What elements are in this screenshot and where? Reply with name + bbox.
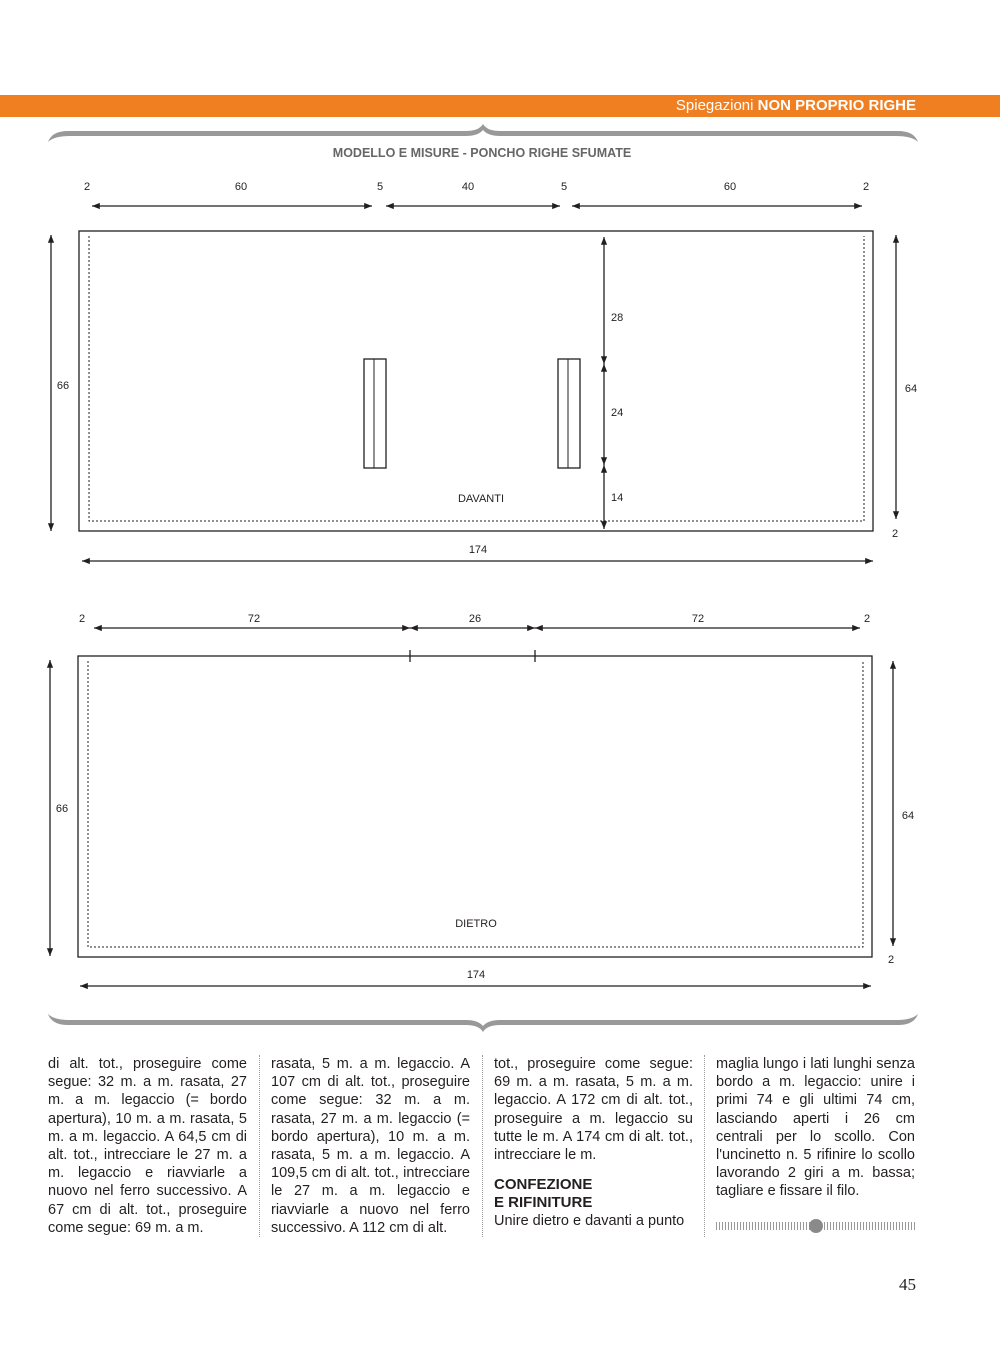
front-label: DAVANTI xyxy=(457,493,505,505)
heading-line-2: E RIFINITURE xyxy=(494,1194,593,1212)
front-opening-right xyxy=(558,359,580,468)
front-opening-measure-1: 28 xyxy=(611,312,624,324)
instructions-paragraph: di alt. tot., proseguire come segue: 32 m. a m. rasata, 27 m. a m. legaccio (= bordo apertura), 10 m. a m. rasata, 5 m. a m. legaccio. A 64,5 cm di alt. tot., intrecciare le 27 m. a m. legaccio e riavviarle a nuovo nel ferro successivo. A 67 cm di alt. tot., proseguire come segue: 69 m. a m. xyxy=(48,1056,247,1236)
instructions-paragraph: rasata, 5 m. a m. legaccio. A 107 cm di alt. tot., proseguire come segue: 32 m. a m. rasata, 27 m. a m. legaccio (= bordo apertura), 10 m. a m. rasata, 5 m. a m. legaccio. A 109,5 cm di alt. tot., intrecciare le 27 m. a m. legaccio e riavviarle a nuovo nel ferro successivo. A 112 cm di alt. xyxy=(271,1056,470,1236)
heading-line-1: CONFEZIONE xyxy=(494,1176,593,1194)
back-height-left: 66 xyxy=(55,803,69,815)
front-border-measure: 2 xyxy=(891,528,899,540)
front-top-measure-1: 2 xyxy=(83,181,91,193)
front-top-measure-4: 40 xyxy=(461,181,475,193)
text-column-4 xyxy=(716,1055,915,1201)
ornament-dot xyxy=(809,1219,823,1233)
front-height-right: 64 xyxy=(904,383,918,395)
front-top-measure-5: 5 xyxy=(560,181,568,193)
front-panel xyxy=(51,181,917,561)
back-top-measure-2: 72 xyxy=(247,613,261,625)
back-width: 174 xyxy=(466,969,486,981)
front-top-measure-6: 60 xyxy=(723,181,737,193)
front-opening-measure-3: 14 xyxy=(611,492,624,504)
front-top-measure-2: 60 xyxy=(234,181,248,193)
back-outline xyxy=(78,656,872,957)
column-divider xyxy=(704,1055,706,1237)
front-border-dashed xyxy=(89,236,864,521)
back-panel xyxy=(50,613,914,986)
front-top-measure-7: 2 xyxy=(862,181,870,193)
bottom-brace xyxy=(48,1014,918,1032)
back-top-measure-3: 26 xyxy=(468,613,482,625)
instructions-paragraph: tot., proseguire come segue: 69 m. a m. rasata, 5 m. a m. legaccio. A 172 cm di alt. tot., proseguire a m. legaccio su tutte le m. A 174 cm di alt. tot., intrecciare le m. xyxy=(494,1056,693,1164)
front-height-left: 66 xyxy=(56,380,70,392)
back-top-measure-4: 72 xyxy=(691,613,705,625)
diagram-title: MODELLO E MISURE - PONCHO RIGHE SFUMATE xyxy=(332,146,632,160)
back-label: DIETRO xyxy=(455,918,497,930)
front-width: 174 xyxy=(468,544,488,556)
column-divider xyxy=(259,1055,261,1237)
instructions-paragraph: Unire dietro e davanti a punto xyxy=(494,1213,685,1230)
front-top-measure-3: 5 xyxy=(376,181,384,193)
instructions-paragraph: maglia lungo i lati lunghi senza bordo a m. legaccio: unire i primi 74 e gli ultimi 74 cm, lasciando aperti i 26 cm centrali per lo scollo. Con l'uncinetto n. 5 rifinire lo scollo lavorando 2 giri a m. bassa; tagliare e fissare il filo. xyxy=(716,1056,915,1200)
back-border-measure: 2 xyxy=(887,954,895,966)
page-number: 45 xyxy=(899,1275,916,1294)
back-top-measure-5: 2 xyxy=(863,613,871,625)
section-heading xyxy=(494,1176,693,1212)
back-border-dashed xyxy=(88,661,863,947)
text-column-1 xyxy=(48,1055,247,1237)
text-column-2 xyxy=(271,1055,470,1237)
front-opening-measure-2: 24 xyxy=(611,407,624,419)
back-top-measure-1: 2 xyxy=(78,613,86,625)
top-brace xyxy=(48,124,918,142)
column-divider xyxy=(482,1055,484,1237)
text-column-3 xyxy=(494,1055,693,1230)
front-opening-left xyxy=(364,359,386,468)
article-title: NON PROPRIO RIGHE xyxy=(757,97,916,114)
front-outline xyxy=(79,231,873,531)
section-label: Spiegazioni xyxy=(675,97,754,114)
end-ornament xyxy=(716,1219,916,1233)
back-height-right: 64 xyxy=(901,810,915,822)
